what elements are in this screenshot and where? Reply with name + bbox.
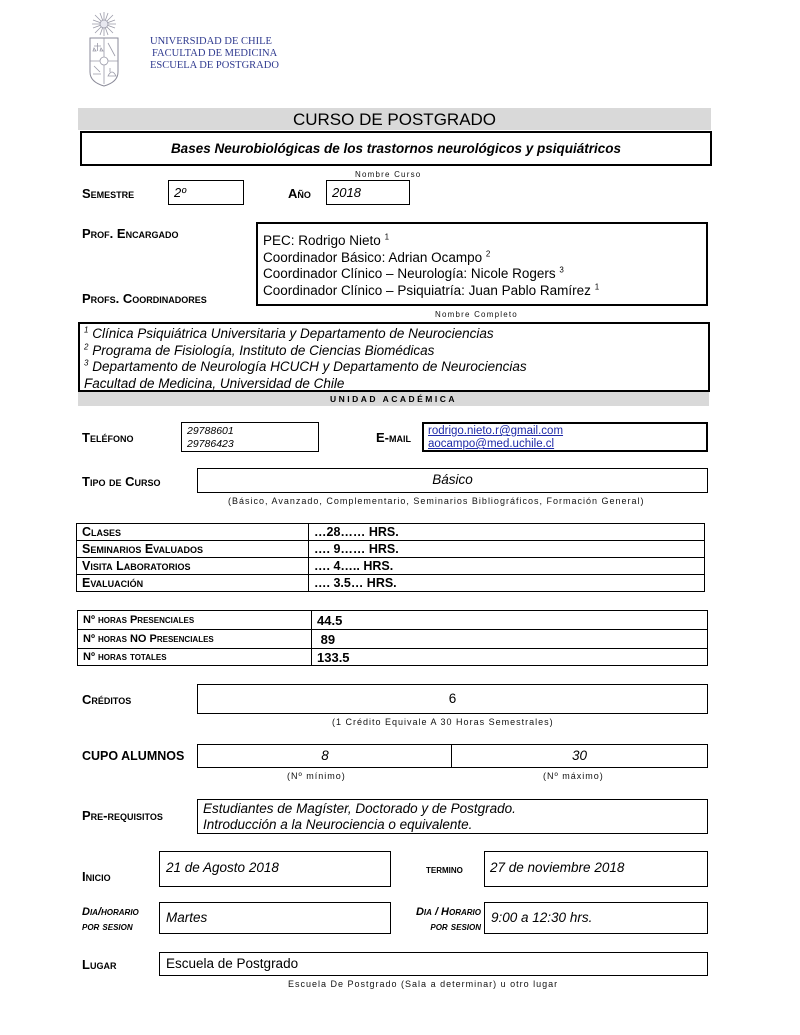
hours-total-label: Nº horas Presenciales bbox=[78, 611, 312, 630]
full-name-hint: Nombre Completo bbox=[435, 310, 518, 319]
quota-min-hint: (Nº mínimo) bbox=[287, 771, 346, 781]
prof-in-charge-label: Prof. Encargado bbox=[82, 226, 179, 241]
session-day-label-line: Dia/horario bbox=[82, 906, 139, 918]
session-day-value: Martes bbox=[166, 910, 208, 925]
quota-max-hint: (Nº máximo) bbox=[543, 771, 604, 781]
table-row bbox=[78, 611, 708, 630]
course-type-value: Básico bbox=[432, 472, 473, 487]
place-value: Escuela de Postgrado bbox=[166, 956, 299, 971]
prerequisite-line: Introducción a la Neurociencia o equivalente. bbox=[203, 817, 473, 832]
academic-unit-line: $^2$ Programa de Fisiología, Instituto de Ciencias Biomédicas bbox=[84, 342, 435, 358]
hours-totals-table bbox=[77, 610, 708, 666]
table-row bbox=[78, 649, 708, 666]
start-date-value: 21 de Agosto 2018 bbox=[166, 860, 279, 875]
session-time-label bbox=[400, 905, 481, 935]
prof-coordinators-label: Profs. Coordinadores bbox=[82, 291, 207, 306]
end-date-field[interactable] bbox=[484, 851, 708, 887]
place-hint: Escuela De Postgrado (Sala a determinar) u otro lugar bbox=[288, 979, 559, 989]
session-time-field[interactable] bbox=[484, 902, 708, 934]
hours-total-label: Nº horas totales bbox=[78, 649, 312, 666]
hours-label: Visita Laboratorios bbox=[77, 558, 309, 575]
table-row bbox=[77, 524, 705, 541]
hours-value[interactable]: …. 4….. HRS. bbox=[309, 558, 705, 575]
place-label: Lugar bbox=[82, 957, 117, 972]
quota-min-field[interactable] bbox=[197, 744, 453, 768]
table-row bbox=[77, 558, 705, 575]
page-title: CURSO DE POSTGRADO bbox=[78, 108, 711, 130]
professor-line: Coordinador Básico: Adrian Ocampo $^2$ bbox=[263, 249, 491, 265]
academic-unit-line: $^3$ Departamento de Neurología HCUCH y Departamento de Neurociencias bbox=[84, 358, 527, 374]
university-name: UNIVERSIDAD DE CHILE bbox=[150, 36, 272, 47]
professor-line: Coordinador Clínico – Neurología: Nicole Rogers $^3$ bbox=[263, 265, 564, 281]
prerequisites-label: Pre-requisitos bbox=[82, 808, 163, 823]
professor-line: PEC: Rodrigo Nieto $^1$ bbox=[263, 232, 390, 248]
session-time-value: 9:00 a 12:30 hrs. bbox=[491, 910, 593, 925]
place-field[interactable] bbox=[159, 952, 708, 976]
prerequisites-field[interactable] bbox=[197, 799, 708, 834]
session-time-label-line: por sesion bbox=[430, 921, 481, 933]
institution-name bbox=[150, 36, 279, 72]
university-crest-icon bbox=[84, 10, 140, 90]
academic-unit-line: Facultad de Medicina, Universidad de Chile bbox=[84, 375, 345, 391]
academic-unit-line: $^1$ Clínica Psiquiátrica Universitaria y Departamento de Neurociencias bbox=[84, 325, 494, 341]
end-label: termino bbox=[426, 862, 463, 876]
hours-value[interactable]: …28…… HRS. bbox=[309, 524, 705, 541]
table-row bbox=[77, 541, 705, 558]
semester-label: Semestre bbox=[82, 186, 135, 201]
start-label: Inicio bbox=[82, 869, 111, 884]
end-date-value: 27 de noviembre 2018 bbox=[490, 860, 625, 875]
credits-field[interactable] bbox=[197, 684, 708, 714]
course-type-field[interactable] bbox=[197, 468, 708, 493]
academic-unit-bar: UNIDAD ACADÉMICA bbox=[78, 392, 709, 406]
hours-total-label: Nº horas NO Presenciales bbox=[78, 630, 312, 649]
semester-value: 2º bbox=[174, 185, 186, 200]
course-name-field[interactable]: Bases Neurobiológicas de los trastornos neurológicos y psiquiátricos bbox=[80, 131, 712, 166]
phone-label: Teléfono bbox=[82, 430, 134, 445]
professors-field[interactable] bbox=[256, 222, 708, 306]
credits-value: 6 bbox=[448, 691, 457, 706]
semester-field[interactable] bbox=[168, 180, 244, 205]
hours-total-value[interactable]: 89 bbox=[312, 630, 708, 649]
hours-total-value[interactable]: 133.5 bbox=[312, 649, 708, 666]
hours-value[interactable]: …. 9…… HRS. bbox=[309, 541, 705, 558]
session-day-label-line: por sesion bbox=[82, 921, 133, 933]
quota-max-value: 30 bbox=[571, 748, 588, 763]
table-row bbox=[77, 575, 705, 592]
prerequisite-line: Estudiantes de Magíster, Doctorado y de Postgrado. bbox=[203, 801, 516, 816]
quota-label: CUPO ALUMNOS bbox=[82, 749, 185, 763]
email-link[interactable]: aocampo@med.uchile.cl bbox=[428, 438, 555, 450]
credits-hint: (1 Crédito Equivale A 30 Horas Semestrales) bbox=[332, 717, 554, 727]
table-row bbox=[78, 630, 708, 649]
email-link[interactable]: rodrigo.nieto.r@gmail.com bbox=[428, 425, 564, 437]
phone-value: 29788601 bbox=[187, 425, 234, 437]
faculty-name: FACULTAD DE MEDICINA bbox=[152, 48, 278, 59]
email-field[interactable] bbox=[422, 422, 708, 452]
hours-label: Seminarios Evaluados bbox=[77, 541, 309, 558]
year-field[interactable] bbox=[326, 180, 410, 205]
credits-label: Créditos bbox=[82, 692, 132, 707]
quota-min-value: 8 bbox=[321, 748, 329, 763]
hours-total-value[interactable]: 44.5 bbox=[312, 611, 708, 630]
email-label: E-mail bbox=[376, 430, 411, 445]
year-value: 2018 bbox=[332, 185, 361, 200]
start-date-field[interactable] bbox=[159, 851, 391, 887]
session-day-field[interactable] bbox=[159, 902, 391, 934]
course-type-hint: (Básico, Avanzado, Complementario, Seminarios Bibliográficos, Formación General) bbox=[228, 496, 645, 506]
hours-value[interactable]: …. 3.5… HRS. bbox=[309, 575, 705, 592]
phone-field[interactable] bbox=[181, 422, 319, 452]
school-name: ESCUELA DE POSTGRADO bbox=[150, 60, 279, 71]
hours-label: Evaluación bbox=[77, 575, 309, 592]
hours-label: Clases bbox=[77, 524, 309, 541]
course-type-label: Tipo de Curso bbox=[82, 474, 161, 489]
phone-value: 29786423 bbox=[187, 437, 234, 450]
quota-max-field[interactable] bbox=[451, 744, 708, 768]
session-day-label bbox=[82, 905, 139, 935]
year-label: Año bbox=[288, 186, 311, 201]
academic-unit-field[interactable] bbox=[78, 322, 710, 392]
course-name-hint: Nombre Curso bbox=[355, 170, 422, 179]
session-time-label-line: Dia / Horario bbox=[415, 906, 481, 918]
professor-line: Coordinador Clínico – Psiquiatría: Juan Pablo Ramírez $^1$ bbox=[263, 282, 600, 298]
hours-breakdown-table bbox=[76, 523, 705, 592]
